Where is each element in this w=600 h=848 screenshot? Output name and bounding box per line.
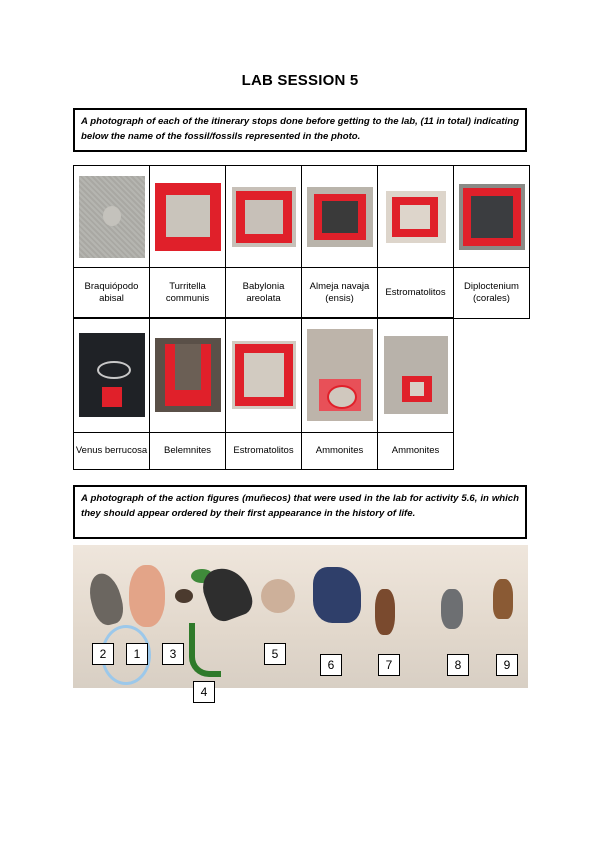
figure-number-9: 9	[496, 654, 518, 676]
fossil-label: Estromatolitos	[226, 433, 302, 470]
fossil-label: Venus berrucosa	[74, 433, 150, 470]
fossil-photo-cell	[226, 318, 302, 433]
instruction-box-stops: A photograph of each of the itinerary stops done before getting to the lab, (11 in total) indicating below the name of the fossil/fossils represented in the photo.	[73, 108, 527, 152]
fossil-label: Braquiópodo abisal	[74, 268, 150, 319]
figure-jellyfish	[129, 565, 165, 627]
fossil-photo-braquiopodo	[79, 176, 145, 258]
fossil-table-row2	[73, 317, 454, 470]
figure-nautilus	[261, 579, 295, 613]
figure-primate	[493, 579, 513, 619]
fossil-photo-diploctenium	[459, 184, 525, 250]
figure-shark	[85, 570, 127, 628]
figure-pterosaur	[313, 567, 361, 623]
figure-number-4: 4	[193, 681, 215, 703]
figure-mammal	[375, 589, 395, 635]
fossil-photo-cell	[74, 318, 150, 433]
fossil-photo-cell	[226, 166, 302, 268]
fossil-photo-cell	[150, 318, 226, 433]
figure-number-8: 8	[447, 654, 469, 676]
fossil-photo-cell	[302, 318, 378, 433]
fossil-label: Almeja navaja (ensis)	[302, 268, 378, 319]
fossil-photo-cell	[454, 166, 530, 268]
fossil-label: Babylonia areolata	[226, 268, 302, 319]
fossil-photo-almeja	[307, 187, 373, 247]
figure-bird	[441, 589, 463, 629]
figure-snake	[189, 623, 221, 677]
fossil-photo-ammonites-2	[384, 336, 448, 414]
fossil-photo-cell	[378, 166, 454, 268]
fossil-photo-ammonites	[307, 329, 373, 421]
fossil-photo-belemnites	[155, 338, 221, 412]
page-title: LAB SESSION 5	[241, 72, 359, 89]
instruction-box-figures: A photograph of the action figures (muñecos) that were used in the lab for activity 5.6, in which they should appear ordered by their first appearance in the history of life.	[73, 485, 527, 539]
fossil-label: Ammonites	[378, 433, 454, 470]
fossil-photo-turritella	[155, 183, 221, 251]
fossil-photo-cell	[378, 318, 454, 433]
figure-spider	[175, 589, 193, 603]
fossil-table-row1	[73, 165, 530, 319]
fossil-photo-venus	[79, 333, 145, 417]
figure-number-3: 3	[162, 643, 184, 665]
fossil-photo-babylonia	[232, 187, 296, 247]
fossil-label: Belemnites	[150, 433, 226, 470]
fossil-label: Diploctenium (corales)	[454, 268, 530, 319]
figure-number-1: 1	[126, 643, 148, 665]
fossil-photo-cell	[302, 166, 378, 268]
fossil-photo-estromatolitos	[386, 191, 446, 243]
fossil-label: Ammonites	[302, 433, 378, 470]
fossil-label: Estromatolitos	[378, 268, 454, 319]
figure-number-7: 7	[378, 654, 400, 676]
figure-number-2: 2	[92, 643, 114, 665]
fossil-photo-estromatolitos-2	[232, 341, 296, 409]
fossil-photo-cell	[74, 166, 150, 268]
fossil-photo-cell	[150, 166, 226, 268]
figure-number-5: 5	[264, 643, 286, 665]
figure-number-6: 6	[320, 654, 342, 676]
fossil-label: Turritella communis	[150, 268, 226, 319]
